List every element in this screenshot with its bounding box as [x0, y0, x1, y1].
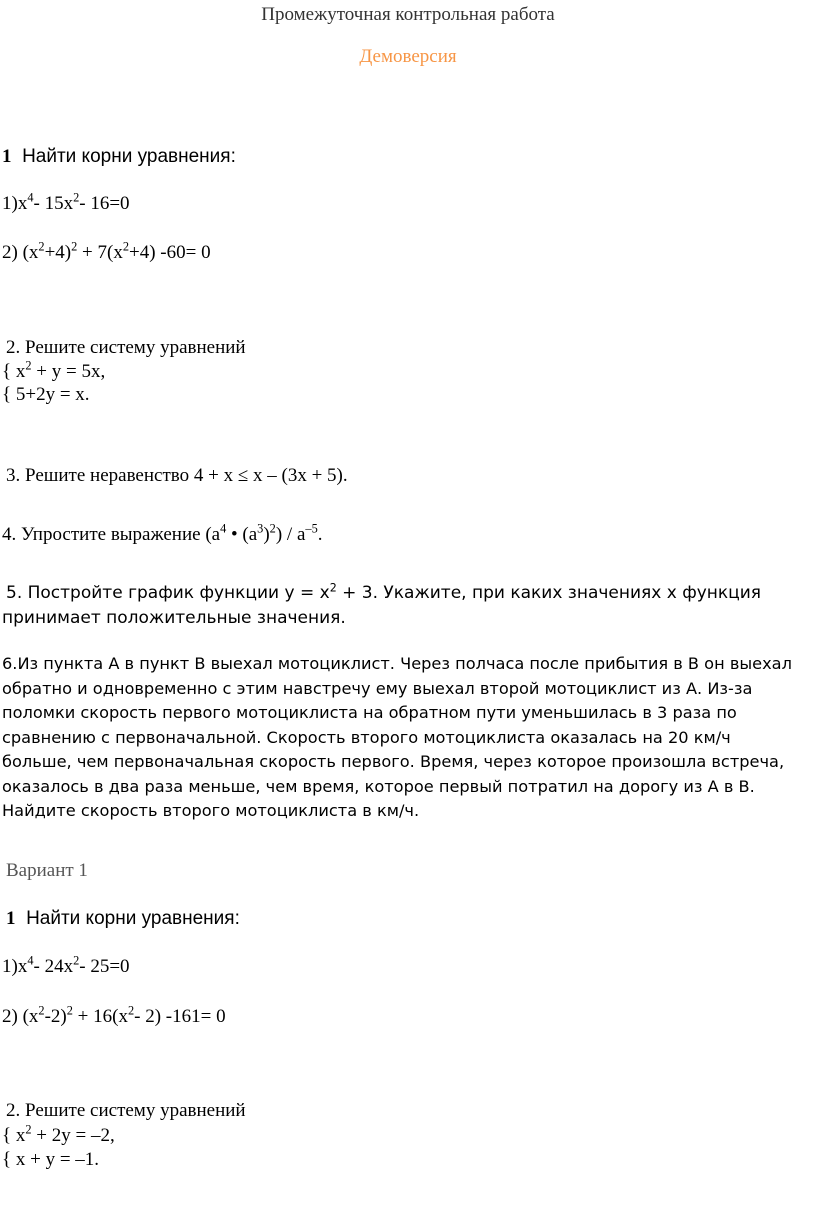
eq-part: ) / a — [275, 524, 306, 545]
task-text: 5. Постройте график функции y = x — [6, 583, 330, 603]
demo-system-line-1 — [2, 358, 106, 383]
eq-part: . — [317, 524, 323, 545]
eq-part: 2) (x — [2, 1006, 39, 1027]
eq-power: 2 — [38, 239, 45, 254]
variant1-equation-1 — [2, 953, 130, 978]
demo-equation-1 — [2, 190, 130, 215]
eq-power: 2 — [73, 953, 80, 968]
eq-part: - 15x — [33, 193, 74, 214]
eq-power: 2 — [38, 1003, 45, 1018]
variant1-task1-heading — [6, 908, 240, 930]
demo-system-line-2: { 5+2y = x. — [2, 384, 90, 405]
demo-task4 — [2, 521, 323, 546]
eq-part: ) — [263, 524, 270, 545]
eq-power: 2 — [73, 190, 80, 205]
page-title: Промежуточная контрольная работа — [261, 4, 555, 25]
eq-power: 3 — [257, 521, 264, 536]
demo-task1-heading-text: Найти корни уравнения: — [22, 146, 236, 167]
eq-part: + 2y = –2, — [31, 1125, 115, 1146]
demo-task1-number: 1 — [2, 146, 12, 167]
variant1-task1-heading-text: Найти корни уравнения: — [26, 908, 240, 929]
eq-power: 4 — [220, 521, 227, 536]
page-subtitle: Демоверсия — [359, 46, 457, 67]
eq-part: - 2) -161= 0 — [134, 1006, 226, 1027]
demo-task6: 6.Из пункта А в пункт В выехал мотоциклист. Через полчаса после прибытия в В он выехал обратно и одновременно с этим навстречу ему выехал второй мотоциклист из А. Из-за поломки скорость первого мотоциклиста на обратном пути уменьшилась в 3 раза по сравнению с первоначальной. Скорость второго мотоциклиста оказалась на 20 км/ч больше, чем первоначальная скорость первого. Время, через которое произошла встреча, оказалось в два раза меньше, чем время, которое первый потратил на дорогу из А в В. Найдите скорость второго мотоциклиста в км/ч. — [2, 654, 792, 820]
eq-part: +4) -60= 0 — [129, 242, 211, 263]
task-text: + 3. Укажите, при каких значениях x функция — [336, 583, 762, 603]
eq-power: 2 — [25, 358, 32, 373]
eq-part: { x — [2, 361, 26, 382]
eq-part: { x — [2, 1125, 26, 1146]
eq-part: + y = 5x, — [31, 361, 106, 382]
eq-power: 4 — [27, 190, 34, 205]
eq-part: + 7(x — [77, 242, 123, 263]
eq-power: 2 — [269, 521, 276, 536]
eq-part: - 16=0 — [79, 193, 130, 214]
demo-task2-heading: 2. Решите систему уравнений — [6, 337, 246, 358]
eq-power: 2 — [122, 239, 130, 254]
eq-part: - 24x — [33, 956, 74, 977]
eq-part: 2) (x — [2, 242, 39, 263]
eq-power: 2 — [127, 1003, 135, 1018]
demo-task5-line-1 — [6, 583, 761, 603]
eq-part: +4) — [44, 242, 72, 263]
variant1-equation-2 — [2, 1003, 226, 1028]
variant1-system-line-2: { x + y = –1. — [2, 1149, 100, 1170]
eq-power: 2 — [71, 239, 78, 254]
demo-task1-heading — [2, 146, 236, 168]
eq-part: -2) — [44, 1006, 67, 1027]
demo-task3: 3. Решите неравенство 4 + x ≤ x – (3x + 5). — [6, 465, 348, 486]
eq-part: 1)x — [2, 956, 28, 977]
variant-label: Вариант 1 — [6, 860, 88, 881]
eq-part: - 25=0 — [79, 956, 130, 977]
eq-power: 2 — [66, 1003, 73, 1018]
eq-part: 1)x — [2, 193, 28, 214]
eq-part: • (a — [226, 524, 258, 545]
eq-power: –5 — [305, 521, 318, 536]
variant1-system-line-1 — [2, 1122, 115, 1147]
demo-equation-2 — [2, 239, 211, 264]
eq-power: 4 — [27, 953, 34, 968]
eq-power: 2 — [329, 581, 337, 595]
variant1-task2-heading: 2. Решите систему уравнений — [6, 1100, 246, 1121]
eq-part: 4. Упростите выражение (a — [2, 524, 221, 545]
demo-task5-line-2: принимает положительные значения. — [2, 608, 346, 628]
variant1-task1-number: 1 — [6, 908, 16, 929]
eq-part: + 16(x — [72, 1006, 128, 1027]
eq-power: 2 — [25, 1122, 32, 1137]
